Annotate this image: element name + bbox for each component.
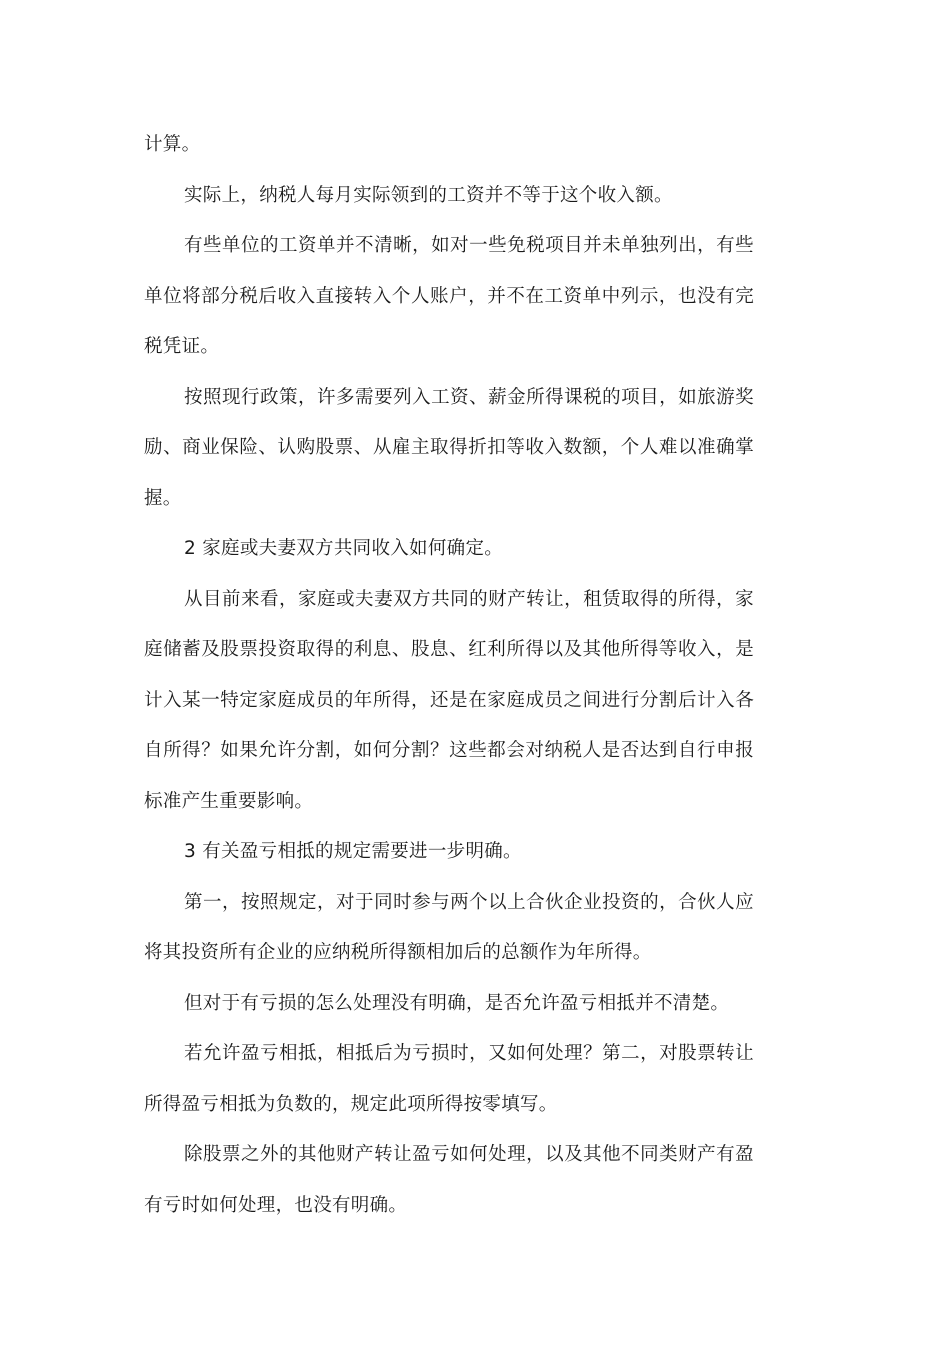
document-body	[144, 120, 754, 1231]
paragraph-2: 实际上，纳税人每月实际领到的工资并不等于这个收入额。	[184, 184, 673, 206]
section-heading-2: 2 家庭或夫妻双方共同收入如何确定。	[184, 538, 504, 559]
paragraph-7: 但对于有亏损的怎么处理没有明确，是否允许盈亏相抵并不清楚。	[184, 992, 730, 1014]
paragraph-9: 除股票之外的其他财产转让盈亏如何处理，以及其他不同类财产有盈有亏时如何处理，也没有明确。	[144, 1144, 754, 1216]
paragraph-1: 计算。	[144, 134, 201, 155]
paragraph-4: 按照现行政策，许多需要列入工资、薪金所得课税的项目，如旅游奖励、商业保险、认购股票、从雇主取得折扣等收入数额，个人难以准确掌握。	[144, 386, 754, 509]
paragraph-3: 有些单位的工资单并不清晰，如对一些免税项目并未单独列出，有些单位将部分税后收入直接转入个人账户，并不在工资单中列示，也没有完税凭证。	[144, 235, 754, 357]
section-heading-3: 3 有关盈亏相抵的规定需要进一步明确。	[184, 841, 522, 862]
paragraph-6: 第一，按照规定，对于同时参与两个以上合伙企业投资的，合伙人应将其投资所有企业的应纳税所得额相加后的总额作为年所得。	[144, 891, 754, 963]
paragraph-5: 从目前来看，家庭或夫妻双方共同的财产转让，租赁取得的所得，家庭储蓄及股票投资取得的利息、股息、红利所得以及其他所得等收入，是计入某一特定家庭成员的年所得，还是在家庭成员之间进行分割后计入各自所得？如果允许分割，如何分割？这些都会对纳税人是否达到自行申报标准产生重要影响。	[144, 588, 754, 812]
paragraph-8: 若允许盈亏相抵，相抵后为亏损时，又如何处理？第二，对股票转让所得盈亏相抵为负数的，规定此项所得按零填写。	[144, 1043, 754, 1115]
